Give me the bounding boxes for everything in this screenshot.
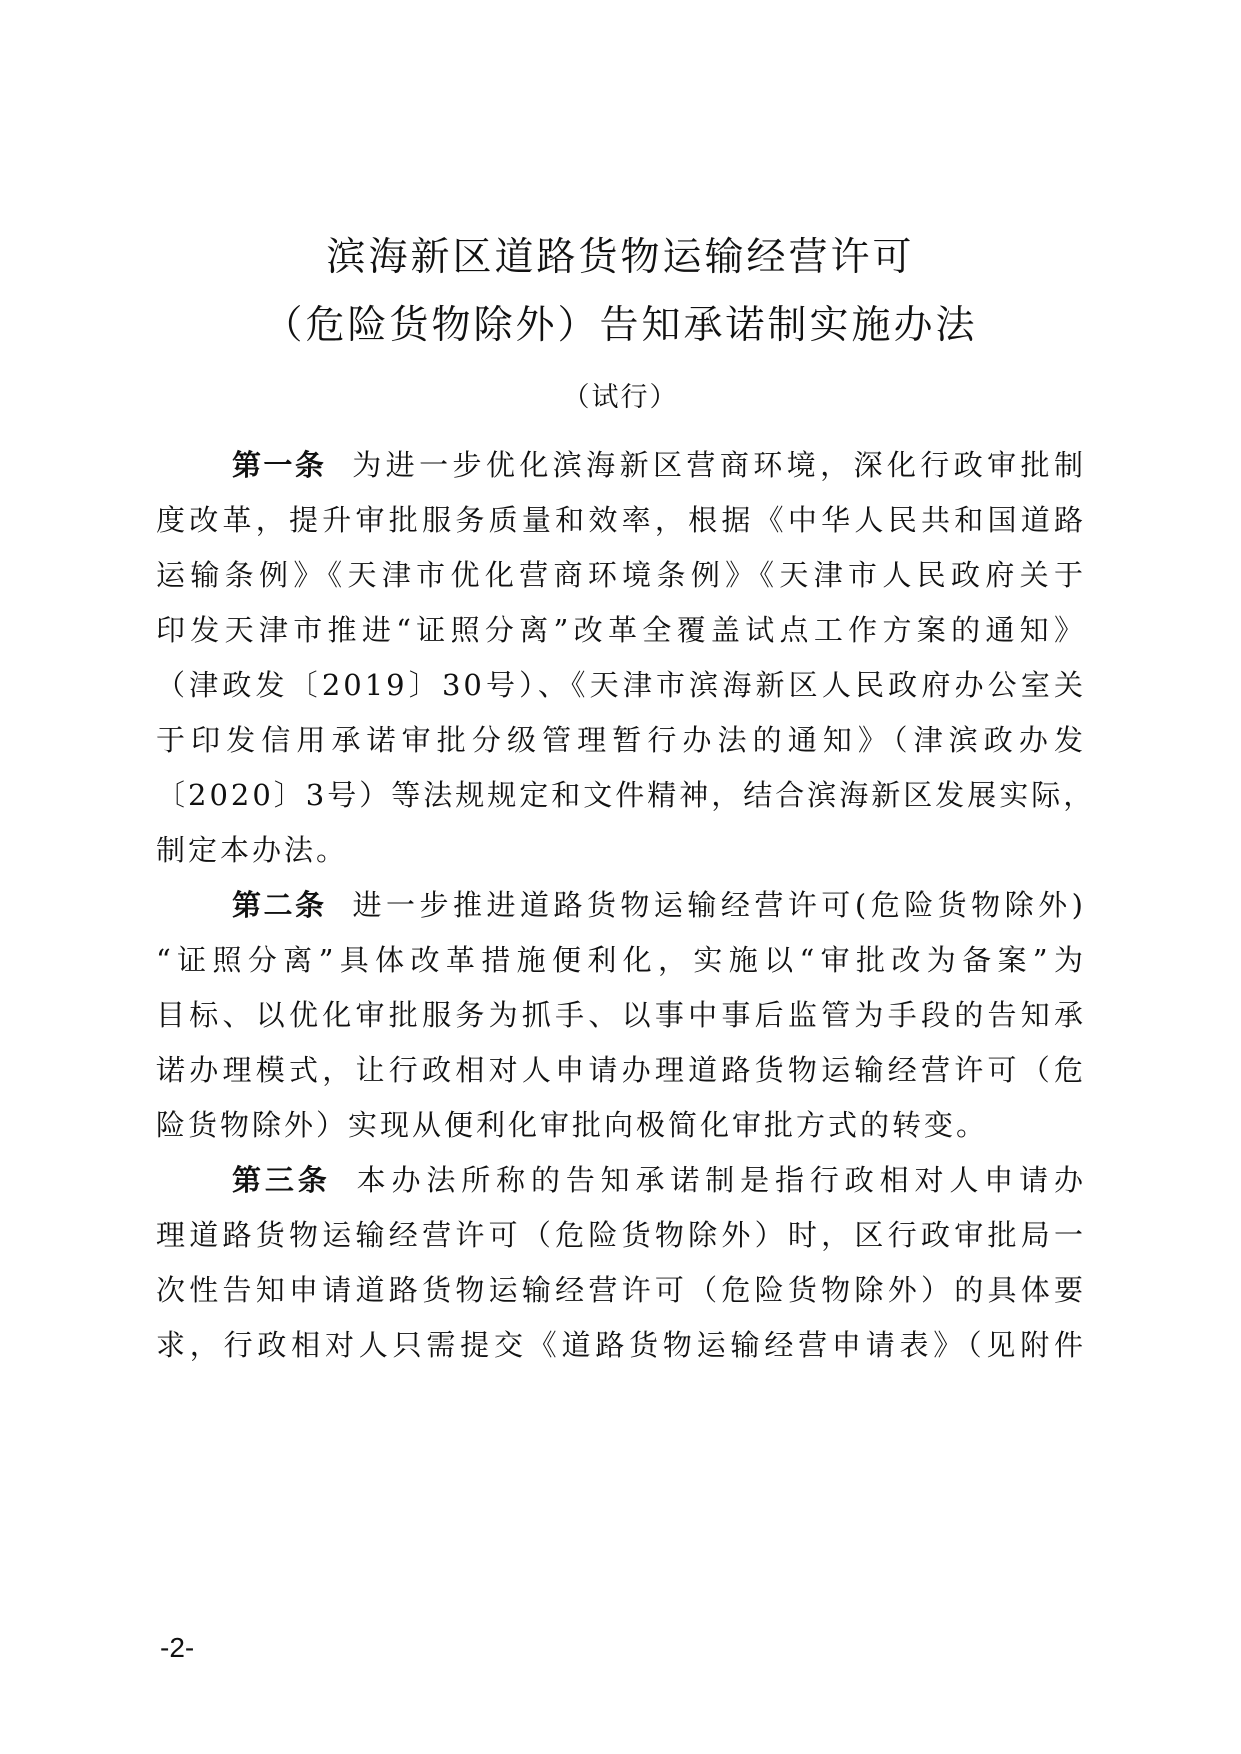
article-2-label: 第二条 [232,888,327,922]
article-1-line-5: （津政发〔2019〕30号）、《天津市滨海新区人民政府办公室关 [156,668,1086,702]
article-1-line-4: 印发天津市推进“证照分离”改革全覆盖试点工作方案的通知》 [156,613,1086,647]
document-subtitle: （试行） [562,382,679,413]
article-2-line-2: “证照分离”具体改革措施便利化，实施以“审批改为备案”为 [156,943,1086,977]
article-3-line-3: 次性告知申请道路货物运输经营许可（危险货物除外）的具体要 [156,1273,1086,1307]
article-1-line-1 [232,445,1086,485]
document-title-line-2: （危险货物除外）告知承诺制实施办法 [263,303,978,348]
article-1-line-7: 〔2020〕3号）等法规规定和文件精神，结合滨海新区发展实际， [156,778,1096,812]
article-3-line-1 [232,1160,1086,1200]
article-2-text: 进一步推进道路货物运输经营许可(危险货物除外) [352,888,1086,922]
article-1-line-2: 度改革，提升审批服务质量和效率，根据《中华人民共和国道路 [156,503,1086,537]
article-3-line-2: 理道路货物运输经营许可（危险货物除外）时，区行政审批局一 [156,1218,1086,1252]
article-1-line-3: 运输条例》《天津市优化营商环境条例》《天津市人民政府关于 [156,558,1086,592]
article-2-line-1 [232,885,1086,925]
article-2-line-4: 诺办理模式，让行政相对人申请办理道路货物运输经营许可（危 [156,1053,1086,1087]
article-3-label: 第三条 [232,1163,331,1197]
document-title-line-1: 滨海新区道路货物运输经营许可 [326,235,915,280]
article-2-line-5: 险货物除外）实现从便利化审批向极简化审批方式的转变。 [156,1108,989,1142]
article-3-text: 本办法所称的告知承诺制是指行政相对人申请办 [356,1163,1086,1197]
article-2-line-3: 目标、以优化审批服务为抓手、以事中事后监管为手段的告知承 [156,998,1086,1032]
article-1-line-8: 制定本办法。 [156,833,349,867]
page-number: -2- [160,1632,195,1663]
article-3-line-4: 求，行政相对人只需提交《道路货物运输经营申请表》（见附件 [156,1328,1086,1362]
article-1-label: 第一条 [232,448,327,482]
article-1-text: 为进一步优化滨海新区营商环境，深化行政审批制 [352,448,1086,482]
article-1-line-6: 于印发信用承诺审批分级管理暂行办法的通知》（津滨政办发 [156,723,1086,757]
